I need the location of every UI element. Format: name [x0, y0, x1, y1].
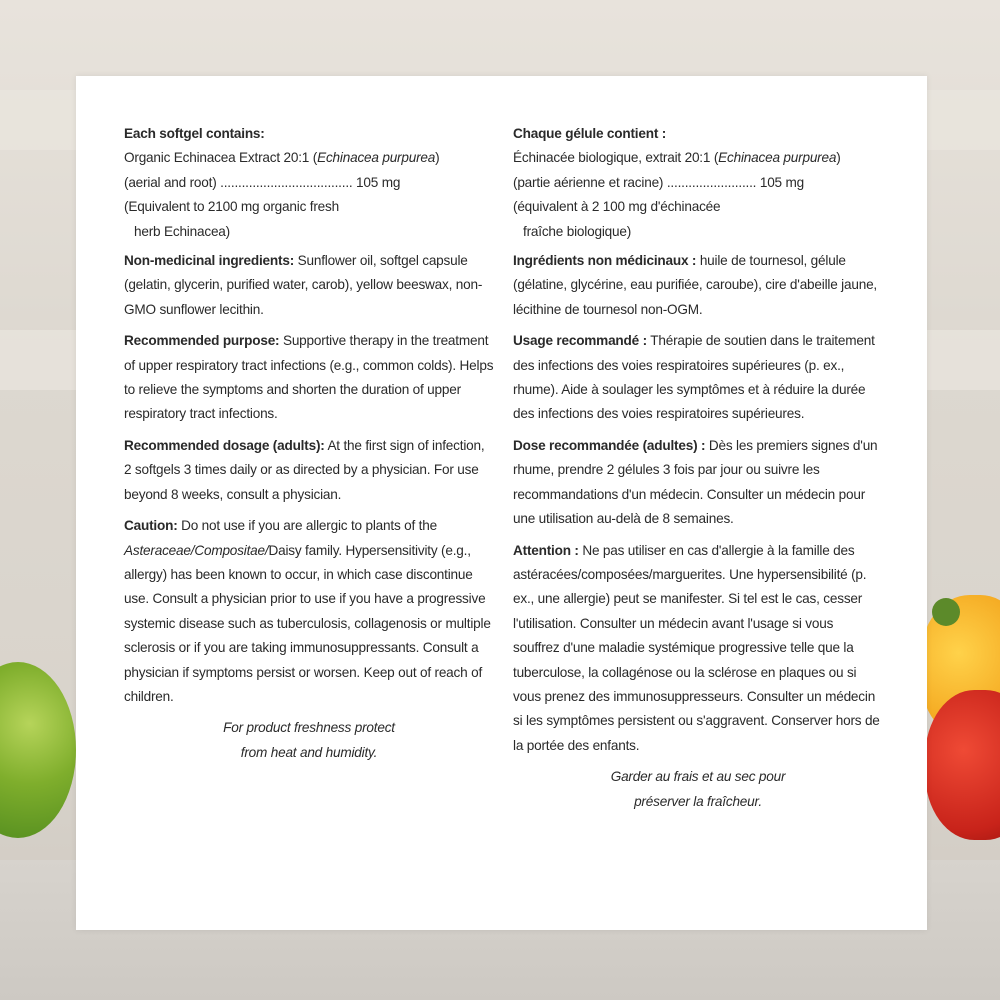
non-medicinal-section-fr	[513, 249, 883, 322]
french-column	[513, 122, 883, 821]
purpose-heading-fr: Usage recommandé :	[513, 333, 647, 349]
freshness-note-fr	[513, 765, 883, 814]
purpose-text: Supportive therapy in the treatment of upper respiratory tract infections (e.g., common colds). Helps to relieve the symptoms and shorten the duration of upper respiratory tract infections.	[124, 333, 494, 422]
pepper-stem	[932, 598, 960, 626]
contains-heading-fr: Chaque gélule contient :	[513, 126, 667, 141]
species-name-fr: Echinacea purpurea	[718, 150, 837, 166]
purpose-text-fr: Thérapie de soutien dans le traitement des infections des voies respiratoires supérieures (p. ex., rhume). Aide à soulager les symptômes et à réduire la durée des infections des voies respiratoires supérieures.	[513, 333, 875, 422]
equivalent-line-fr: (équivalent à 2 100 mg d'échinacée	[513, 199, 721, 215]
caution-heading: Caution:	[124, 518, 178, 534]
dosage-text-fr: Dès les premiers signes d'un rhume, prendre 2 gélules 3 fois par jour ou suivre les recommandations d'un médecin. Consulter un médecin pour une utilisation au-delà de 8 semaines.	[513, 437, 878, 527]
equivalent-line-2: herb Echinacea)	[134, 223, 230, 239]
caution-section-fr	[513, 539, 883, 759]
caution-section-en	[124, 514, 494, 709]
english-column	[124, 122, 494, 772]
caution-text-b: Daisy family. Hypersensitivity (e.g., allergy) has been known to occur, in which case discontinue use. Consult a physician prior to use if you have a progressive systemic disease such as tuberculosis, collagenosis or multiple sclerosis or if you are taking immunosuppressants. Consult a physician if symptoms persist or worsen. Keep out of reach of children.	[124, 542, 491, 704]
caution-text-fr: Ne pas utiliser en cas d'allergie à la famille des astéracées/composées/marguerites. Une hypersensibilité (p. ex., une allergie) peut se manifester. Si tel est le cas, cesser l'utilisation. Consulter un médecin avant l'usage si vous souffrez d'une maladie systémique progressive telle que la tuberculose, la collagénose ou la sclérose en plaques ou si vous prenez des immunosuppresseurs. Consulter un médecin si les symptômes persistent ou s'aggravent. Conserver hors de la portée des enfants.	[513, 542, 880, 753]
freshness-line-1: For product freshness protect	[223, 720, 395, 736]
ingredients-section-en	[124, 122, 494, 244]
freshness-line-1-fr: Garder au frais et au sec pour	[610, 769, 786, 785]
dosage-heading-fr: Dose recommandée (adultes) :	[513, 437, 706, 453]
non-medicinal-text: Sunflower oil, softgel capsule (gelatin, glycerin, purified water, carob), yellow beeswax, non-GMO sunflower lecithin.	[124, 253, 483, 317]
caution-family-name: Asteraceae/Compositae/	[124, 542, 269, 558]
dosage-heading: Recommended dosage (adults):	[124, 437, 325, 453]
caution-text-a: Do not use if you are allergic to plants of the	[181, 518, 437, 534]
purpose-section-en	[124, 329, 494, 427]
dosage-text: At the first sign of infection, 2 softgels 3 times daily or as directed by a physician. For use beyond 8 weeks, consult a physician.	[124, 437, 485, 502]
contains-heading: Each softgel contains:	[124, 126, 265, 141]
freshness-line-2: from heat and humidity.	[240, 744, 378, 760]
purpose-section-fr	[513, 329, 883, 427]
caution-heading-fr: Attention :	[513, 542, 579, 558]
product-label-card	[76, 76, 927, 930]
aerial-root-line-fr: (partie aérienne et racine) ......................... 105 mg	[513, 174, 804, 190]
freshness-line-2-fr: préserver la fraîcheur.	[634, 793, 762, 809]
non-medicinal-heading: Non-medicinal ingredients:	[124, 253, 295, 269]
ingredients-section-fr	[513, 122, 883, 244]
dosage-section-fr	[513, 434, 883, 532]
non-medicinal-section-en	[124, 249, 494, 322]
red-pepper	[925, 690, 1000, 840]
equivalent-line: (Equivalent to 2100 mg organic fresh	[124, 199, 339, 215]
aerial-root-line: (aerial and root) ..................................... 105 mg	[124, 174, 401, 190]
extract-line: Organic Echinacea Extract 20:1 (Echinacea purpurea)	[124, 150, 440, 166]
equivalent-line-2-fr: fraîche biologique)	[523, 223, 632, 239]
purpose-heading: Recommended purpose:	[124, 333, 280, 349]
non-medicinal-heading-fr: Ingrédients non médicinaux :	[513, 253, 697, 269]
extract-line-fr: Échinacée biologique, extrait 20:1 (Echinacea purpurea)	[513, 150, 841, 166]
freshness-note-en	[124, 716, 494, 765]
dosage-section-en	[124, 434, 494, 507]
species-name: Echinacea purpurea	[317, 150, 436, 166]
green-apple	[0, 662, 76, 838]
non-medicinal-text-fr: huile de tournesol, gélule (gélatine, glycérine, eau purifiée, caroube), cire d'abeille jaune, lécithine de tournesol non-OGM.	[513, 253, 878, 317]
